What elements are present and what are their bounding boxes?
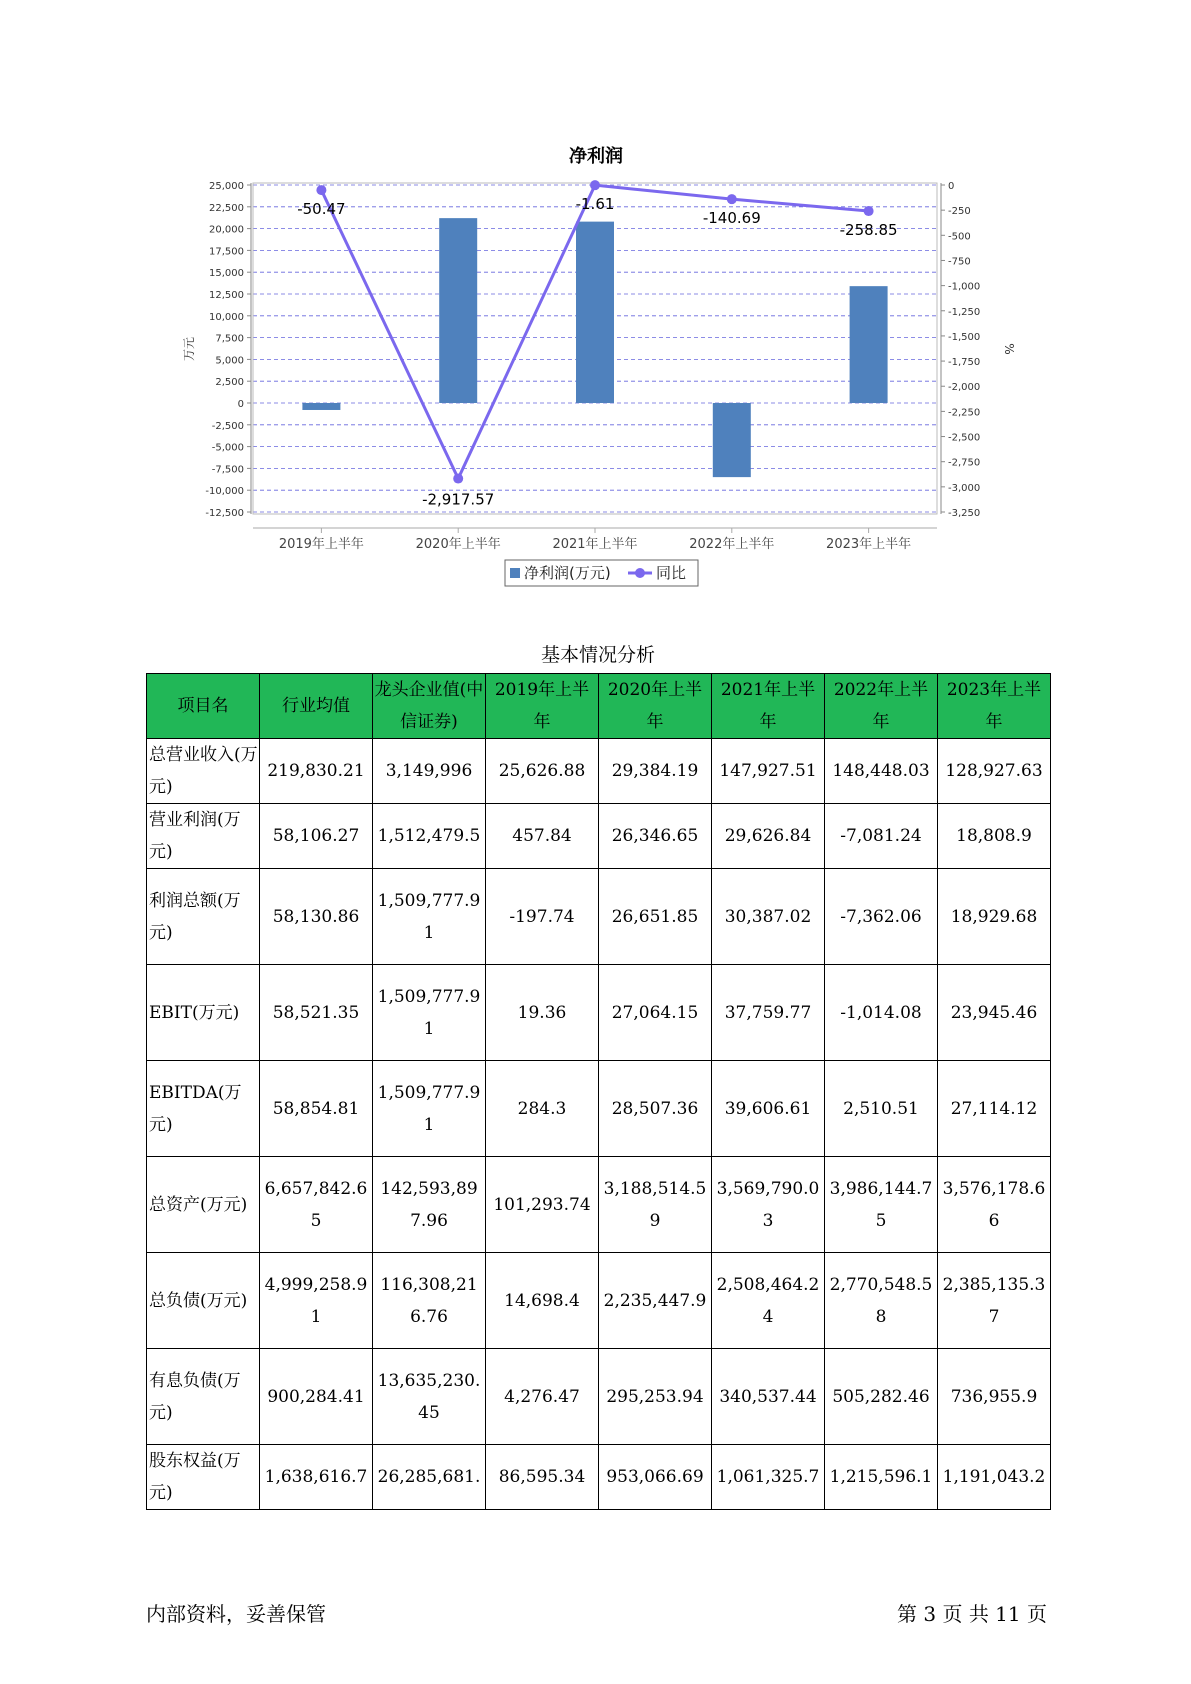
table-cell: 23,945.46 bbox=[938, 965, 1051, 1061]
table-cell: 3,149,996 bbox=[373, 739, 486, 804]
yoy-data-label: -50.47 bbox=[297, 200, 346, 219]
table-cell: 1,509,777.91 bbox=[373, 1061, 486, 1157]
left-tick-label: 17,500 bbox=[209, 246, 244, 258]
table-cell: 18,808.9 bbox=[938, 804, 1051, 869]
yoy-point bbox=[590, 180, 600, 190]
yoy-point bbox=[316, 185, 326, 195]
table-cell: 25,626.88 bbox=[486, 739, 599, 804]
row-label: 营业利润(万元) bbox=[147, 804, 260, 869]
left-tick-label: 25,000 bbox=[209, 181, 244, 192]
table-cell: 1,509,777.91 bbox=[373, 965, 486, 1061]
row-label: 有息负债(万元) bbox=[147, 1349, 260, 1445]
table-cell: 2,385,135.37 bbox=[938, 1253, 1051, 1349]
table-cell: 28,507.36 bbox=[599, 1061, 712, 1157]
table-cell: 27,114.12 bbox=[938, 1061, 1051, 1157]
table-cell: 29,626.84 bbox=[712, 804, 825, 869]
left-tick-label: 20,000 bbox=[209, 224, 244, 236]
left-tick-label: 0 bbox=[237, 399, 244, 410]
chart-title: 净利润 bbox=[569, 146, 623, 167]
table-cell: 1,061,325.7 bbox=[712, 1445, 825, 1510]
table-cell: 26,346.65 bbox=[599, 804, 712, 869]
table-cell: 39,606.61 bbox=[712, 1061, 825, 1157]
basic-analysis-table bbox=[146, 673, 1051, 1510]
category-label: 2020年上半年 bbox=[415, 537, 501, 552]
table-row bbox=[147, 1349, 1051, 1445]
table-cell: 2,235,447.9 bbox=[599, 1253, 712, 1349]
table-cell: 2,508,464.24 bbox=[712, 1253, 825, 1349]
right-tick-label: 0 bbox=[948, 181, 955, 192]
table-cell: 295,253.94 bbox=[599, 1349, 712, 1445]
right-tick-label: -500 bbox=[948, 231, 971, 243]
table-cell: 147,927.51 bbox=[712, 739, 825, 804]
table-cell: 30,387.02 bbox=[712, 869, 825, 965]
table-cell: 37,759.77 bbox=[712, 965, 825, 1061]
table-cell: 26,651.85 bbox=[599, 869, 712, 965]
footer-confidential: 内部资料，妥善保管 bbox=[146, 1602, 326, 1626]
table-cell: 116,308,216.76 bbox=[373, 1253, 486, 1349]
table-cell: 58,106.27 bbox=[260, 804, 373, 869]
right-axis-label: % bbox=[1002, 343, 1016, 355]
row-label: 总资产(万元) bbox=[147, 1157, 260, 1253]
left-tick-label: 22,500 bbox=[209, 202, 244, 214]
net-profit-bar bbox=[302, 403, 340, 410]
legend-line-label: 同比 bbox=[656, 564, 687, 582]
table-cell: 505,282.46 bbox=[825, 1349, 938, 1445]
column-header: 2023年上半年 bbox=[938, 674, 1051, 739]
table-cell: 19.36 bbox=[486, 965, 599, 1061]
table-cell: 148,448.03 bbox=[825, 739, 938, 804]
table-cell: 18,929.68 bbox=[938, 869, 1051, 965]
table-cell: -1,014.08 bbox=[825, 965, 938, 1061]
table-cell: 14,698.4 bbox=[486, 1253, 599, 1349]
category-label: 2023年上半年 bbox=[826, 537, 912, 552]
table-cell: 2,510.51 bbox=[825, 1061, 938, 1157]
left-tick-label: 7,500 bbox=[215, 333, 244, 345]
table-cell: 58,521.35 bbox=[260, 965, 373, 1061]
table-cell: 1,509,777.91 bbox=[373, 869, 486, 965]
column-header: 龙头企业值(中信证券) bbox=[373, 674, 486, 739]
category-label: 2022年上半年 bbox=[689, 537, 775, 552]
table-cell: 128,927.63 bbox=[938, 739, 1051, 804]
yoy-data-label: -1.61 bbox=[575, 195, 615, 214]
yoy-data-label: -2,917.57 bbox=[422, 490, 495, 509]
table-cell: 142,593,897.96 bbox=[373, 1157, 486, 1253]
right-tick-label: -1,250 bbox=[948, 306, 981, 318]
legend-bar-swatch bbox=[510, 568, 520, 578]
row-label: 股东权益(万元) bbox=[147, 1445, 260, 1510]
left-tick-label: -10,000 bbox=[205, 486, 244, 498]
net-profit-chart bbox=[0, 0, 1191, 600]
left-tick-label: -2,500 bbox=[211, 420, 244, 432]
left-tick-label: -12,500 bbox=[205, 508, 244, 519]
table-cell: 13,635,230.45 bbox=[373, 1349, 486, 1445]
right-tick-label: -250 bbox=[948, 206, 971, 218]
table-cell: -7,081.24 bbox=[825, 804, 938, 869]
left-axis-label: 万元 bbox=[182, 336, 196, 362]
table-row bbox=[147, 965, 1051, 1061]
yoy-data-label: -140.69 bbox=[702, 209, 761, 228]
column-header: 2021年上半年 bbox=[712, 674, 825, 739]
column-header: 2022年上半年 bbox=[825, 674, 938, 739]
table-cell: 1,638,616.7 bbox=[260, 1445, 373, 1510]
right-tick-label: -2,000 bbox=[948, 382, 981, 394]
table-cell: 26,285,681. bbox=[373, 1445, 486, 1510]
table-cell: -197.74 bbox=[486, 869, 599, 965]
table-row bbox=[147, 1061, 1051, 1157]
table-cell: 3,986,144.75 bbox=[825, 1157, 938, 1253]
row-label: 总营业收入(万元) bbox=[147, 739, 260, 804]
left-tick-label: 10,000 bbox=[209, 311, 244, 323]
yoy-data-label: -258.85 bbox=[839, 221, 898, 240]
column-header: 行业均值 bbox=[260, 674, 373, 739]
left-tick-label: -5,000 bbox=[211, 442, 244, 454]
table-cell: 1,191,043.2 bbox=[938, 1445, 1051, 1510]
table-row bbox=[147, 869, 1051, 965]
net-profit-bar bbox=[439, 218, 477, 403]
table-cell: 736,955.9 bbox=[938, 1349, 1051, 1445]
table-row bbox=[147, 1157, 1051, 1253]
left-tick-label: 5,000 bbox=[215, 355, 244, 367]
right-tick-label: -750 bbox=[948, 256, 971, 268]
row-label: EBITDA(万元) bbox=[147, 1061, 260, 1157]
yoy-point bbox=[864, 206, 874, 216]
row-label: 利润总额(万元) bbox=[147, 869, 260, 965]
right-tick-label: -2,250 bbox=[948, 407, 981, 419]
net-profit-bar bbox=[713, 403, 751, 477]
chart-svg bbox=[0, 0, 1191, 600]
table-cell: 3,569,790.03 bbox=[712, 1157, 825, 1253]
table-cell: 4,276.47 bbox=[486, 1349, 599, 1445]
right-tick-label: -2,750 bbox=[948, 457, 981, 469]
right-tick-label: -1,750 bbox=[948, 357, 981, 369]
table-cell: 953,066.69 bbox=[599, 1445, 712, 1510]
column-header: 2019年上半年 bbox=[486, 674, 599, 739]
table-cell: 3,188,514.59 bbox=[599, 1157, 712, 1253]
column-header: 2020年上半年 bbox=[599, 674, 712, 739]
legend-bar-label: 净利润(万元) bbox=[524, 564, 611, 582]
table-header-row bbox=[147, 674, 1051, 739]
left-tick-label: 15,000 bbox=[209, 268, 244, 280]
right-tick-label: -2,500 bbox=[948, 432, 981, 444]
table-cell: 27,064.15 bbox=[599, 965, 712, 1061]
yoy-point bbox=[727, 194, 737, 204]
table-cell: 900,284.41 bbox=[260, 1349, 373, 1445]
right-tick-label: -1,500 bbox=[948, 331, 981, 343]
table-cell: 29,384.19 bbox=[599, 739, 712, 804]
left-tick-label: 2,500 bbox=[215, 377, 244, 389]
right-tick-label: -1,000 bbox=[948, 281, 981, 293]
right-tick-label: -3,000 bbox=[948, 482, 981, 494]
table-cell: 1,512,479.5 bbox=[373, 804, 486, 869]
table-cell: 2,770,548.58 bbox=[825, 1253, 938, 1349]
table-cell: 457.84 bbox=[486, 804, 599, 869]
table-cell: 340,537.44 bbox=[712, 1349, 825, 1445]
right-tick-label: -3,250 bbox=[948, 508, 981, 519]
footer-page-number: 第 3 页 共 11 页 bbox=[897, 1602, 1047, 1626]
table-cell: -7,362.06 bbox=[825, 869, 938, 965]
table-cell: 101,293.74 bbox=[486, 1157, 599, 1253]
net-profit-bar bbox=[576, 222, 614, 403]
category-label: 2019年上半年 bbox=[278, 537, 364, 552]
table-cell: 6,657,842.65 bbox=[260, 1157, 373, 1253]
row-label: 总负债(万元) bbox=[147, 1253, 260, 1349]
table-row bbox=[147, 1445, 1051, 1510]
row-label: EBIT(万元) bbox=[147, 965, 260, 1061]
left-tick-label: 12,500 bbox=[209, 290, 244, 301]
table-cell: 284.3 bbox=[486, 1061, 599, 1157]
table-cell: 58,130.86 bbox=[260, 869, 373, 965]
table-cell: 219,830.21 bbox=[260, 739, 373, 804]
table-row bbox=[147, 739, 1051, 804]
yoy-point bbox=[453, 474, 463, 484]
table-cell: 1,215,596.1 bbox=[825, 1445, 938, 1510]
table-title: 基本情况分析 bbox=[540, 644, 655, 666]
category-label: 2021年上半年 bbox=[552, 537, 638, 552]
table-cell: 4,999,258.91 bbox=[260, 1253, 373, 1349]
left-tick-label: -7,500 bbox=[211, 464, 244, 476]
table-cell: 58,854.81 bbox=[260, 1061, 373, 1157]
legend-line-marker bbox=[635, 568, 645, 578]
table-cell: 86,595.34 bbox=[486, 1445, 599, 1510]
table-row bbox=[147, 1253, 1051, 1349]
column-header: 项目名 bbox=[147, 674, 260, 739]
table-cell: 3,576,178.66 bbox=[938, 1157, 1051, 1253]
table-row bbox=[147, 804, 1051, 869]
net-profit-bar bbox=[850, 286, 888, 403]
